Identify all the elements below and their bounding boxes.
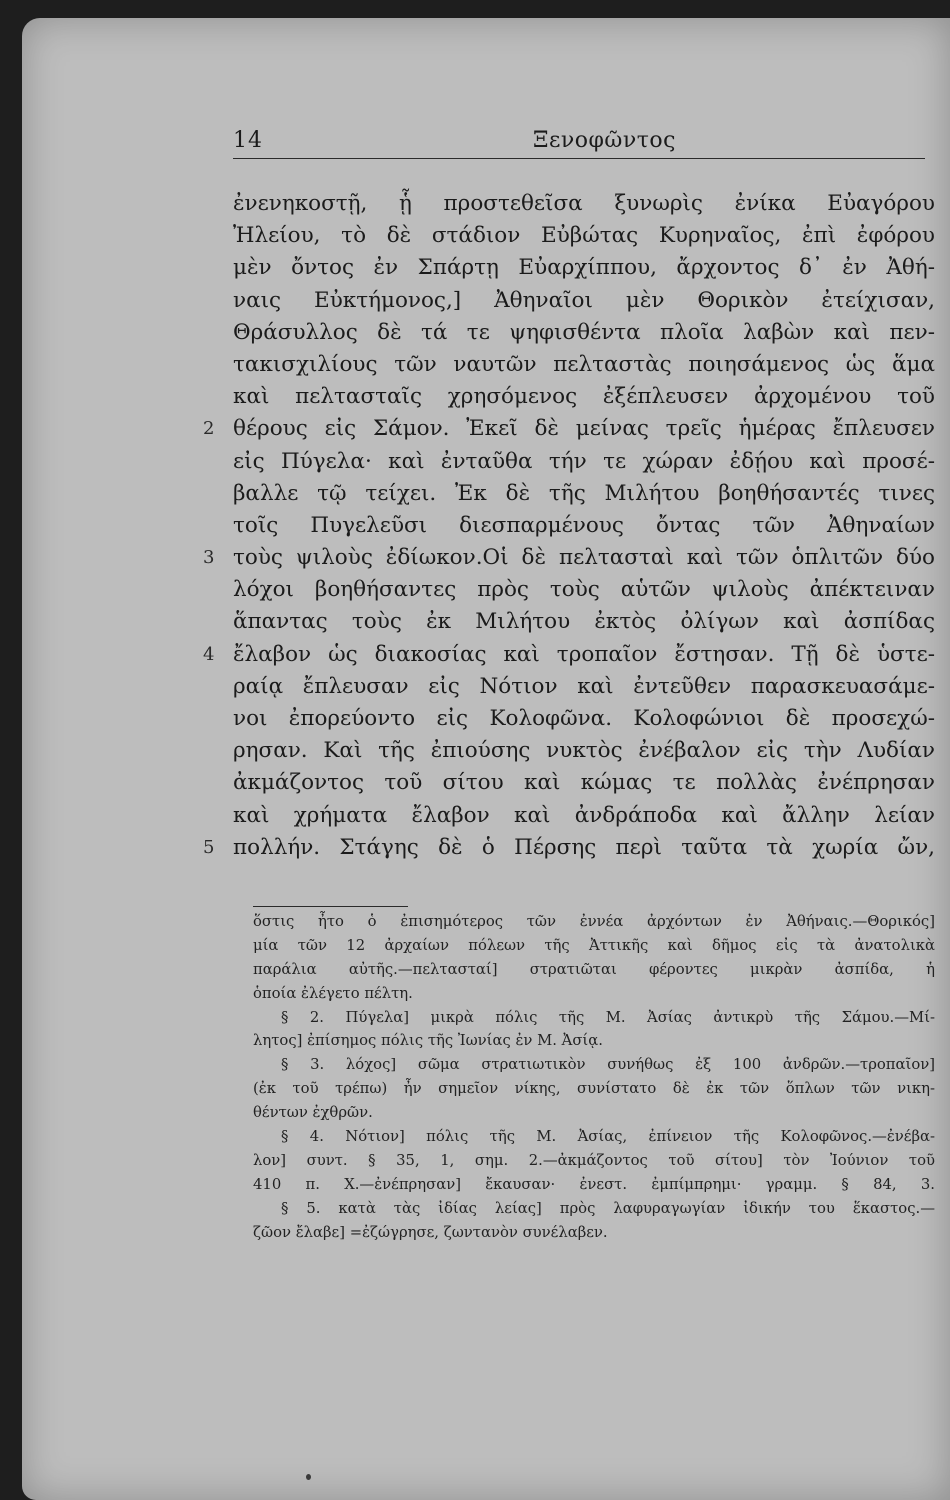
text-line: βαλλε τῷ τείχει. Ἐκ δὲ τῆς Μιλήτου βοηθήσαντές τινες	[233, 480, 935, 506]
footnote-line: ὁποία ἐλέγετο πέλτη.	[253, 984, 413, 1002]
footnotes	[253, 910, 935, 1244]
footnote-line: § 5. κατὰ τὰς ἰδίας λείας] πρὸς λαφυραγωγίαν ἰδικήν του ἕκαστος.—	[281, 1199, 935, 1217]
footnote-line: θέντων ἐχθρῶν.	[253, 1104, 373, 1122]
text-line: Ἠλείου, τὸ δὲ στάδιον Εὐβώτας Κυρηναῖος, ἐπὶ ἐφόρου	[233, 223, 935, 249]
footnote-divider	[253, 906, 408, 907]
section-number: 3	[203, 547, 215, 569]
text-line: μὲν ὄντος ἐν Σπάρτῃ Εὐαρχίππου, ἄρχοντος δ᾽ ἐν Ἀθή-	[233, 255, 935, 281]
text-line: ἀκμάζοντος τοῦ σίτου καὶ κώμας τε πολλὰς ἐνέπρησαν	[233, 770, 935, 796]
paper-speck	[306, 1474, 311, 1480]
text-line: 4 ἔλαβον ὡς διακοσίας καὶ τροπαῖον ἔστησαν. Τῇ δὲ ὑστε-	[233, 639, 935, 671]
section-number: 4	[203, 643, 215, 665]
text-line: 2 θέρους εἰς Σάμον. Ἐκεῖ δὲ μείνας τρεῖς ἡμέρας ἔπλευσεν	[233, 413, 935, 445]
text-line: ἐνενηκοστῇ, ᾗ προστεθεῖσα ξυνωρὶς ἐνίκα Εὐαγόρου	[233, 191, 935, 216]
text-line: τοῖς Πυγελεῦσι διεσπαρμένους ὄντας τῶν Ἀθηναίων	[233, 512, 935, 538]
text-line: 3 τοὺς ψιλοὺς ἐδίωκον.Οἱ δὲ πελτασταὶ καὶ τῶν ὁπλιτῶν δύο	[233, 542, 935, 574]
section-number: 5	[203, 836, 215, 858]
footnote-line: § 4. Νότιον] πόλις τῆς Μ. Ἀσίας, ἐπίνειον τῆς Κολοφῶνος.—ἐνέβα-	[281, 1128, 935, 1146]
footnote-line: παράλια αὐτῆς.—πελτασταί] στρατιῶται φέροντες μικρὰν ἀσπίδα, ἡ	[253, 960, 935, 978]
running-title: Ξενοφῶντος	[533, 128, 676, 153]
text-line: Θράσυλλος δὲ τά τε ψηφισθέντα πλοῖα λαβὼν καὶ πεν-	[233, 319, 935, 345]
main-text	[203, 188, 935, 864]
footnote-line: § 2. Πύγελα] μικρὰ πόλις τῆς Μ. Ἀσίας ἀντικρὺ τῆς Σάμου.—Μί-	[281, 1008, 935, 1026]
footnote-line: § 3. λόχος] σῶμα στρατιωτικὸν συνήθως ἐξ 100 ἀνδρῶν.—τροπαῖον]	[281, 1056, 935, 1074]
footnote-line: (ἐκ τοῦ τρέπω) ἦν σημεῖον νίκης, συνίστατο δὲ ἐκ τῶν ὅπλων τῶν νικη-	[253, 1080, 935, 1098]
text-line: λόχοι βοηθήσαντες πρὸς τοὺς αὑτῶν ψιλοὺς ἀπέκτειναν	[233, 577, 935, 603]
footnote-line: 410 π. Χ.—ἐνέπρησαν] ἔκαυσαν· ἐνεστ. ἐμπίμπρημι· γραμμ. § 84, 3.	[253, 1175, 935, 1193]
page-number: 14	[233, 128, 263, 153]
text-line: 5 πολλήν. Στάγης δὲ ὁ Πέρσης περὶ ταῦτα τὰ χωρία ὤν,	[233, 832, 935, 864]
text-line: ρησαν. Καὶ τῆς ἐπιούσης νυκτὸς ἐνέβαλον εἰς τὴν Λυδίαν	[233, 738, 935, 764]
text-line: ναις Εὐκτήμονος,] Ἀθηναῖοι μὲν Θορικὸν ἐτείχισαν,	[233, 287, 935, 313]
page-header	[233, 126, 925, 159]
footnote-line: λον] συντ. § 35, 1, σημ. 2.—ἀκμάζοντος τοῦ σίτου] τὸν Ἰούνιον τοῦ	[253, 1151, 935, 1169]
footnote-line: ὅστις ἦτο ὁ ἐπισημότερος τῶν ἐννέα ἀρχόντων ἐν Ἀθήναις.—Θορικός]	[253, 913, 935, 930]
text-line: καὶ χρήματα ἔλαβον καὶ ἀνδράποδα καὶ ἄλλην λείαν	[233, 802, 935, 828]
footnote-line: λητος] ἐπίσημος πόλις τῆς Ἰωνίας ἐν Μ. Ἀσίᾳ.	[253, 1032, 603, 1050]
text-line: καὶ πελτασταῖς χρησόμενος ἐξέπλευσεν ἀρχομένου τοῦ	[233, 384, 935, 410]
section-number: 2	[203, 418, 215, 440]
text-line: ἅπαντας τοὺς ἐκ Μιλήτου ἐκτὸς ὀλίγων καὶ ἀσπίδας	[233, 609, 935, 635]
text-line: ραίᾳ ἔπλευσαν εἰς Νότιον καὶ ἐντεῦθεν παρασκευασάμε-	[233, 673, 935, 699]
footnote-line: μία τῶν 12 ἀρχαίων πόλεων τῆς Ἀττικῆς καὶ δῆμος εἰς τὰ ἀνατολικὰ	[253, 936, 935, 954]
text-line: νοι ἐπορεύοντο εἰς Κολοφῶνα. Κολοφώνιοι δὲ προσεχώ-	[233, 706, 935, 731]
text-line: τακισχιλίους τῶν ναυτῶν πελταστὰς ποιησάμενος ὡς ἅμα	[233, 351, 935, 377]
text-line: εἰς Πύγελα· καὶ ἐνταῦθα τήν τε χώραν ἐδῄου καὶ προσέ-	[233, 448, 935, 474]
footnote-line: ζῶον ἔλαβε] =ἐζώγρησε, ζωντανὸν συνέλαβεν.	[253, 1223, 608, 1241]
